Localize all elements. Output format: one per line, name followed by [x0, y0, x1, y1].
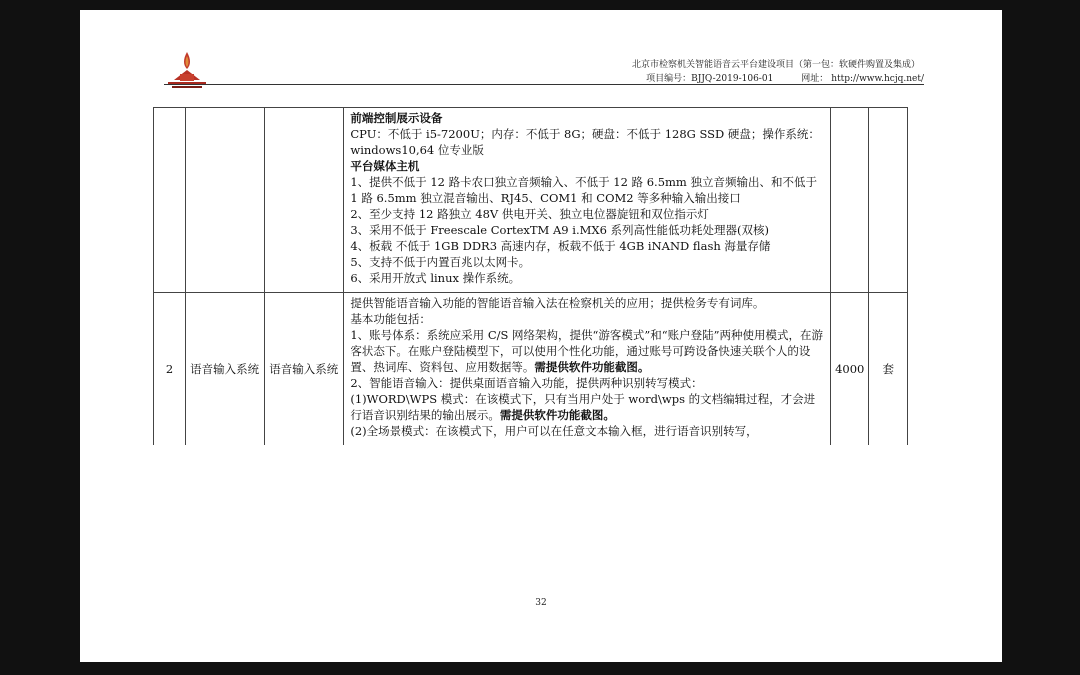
description-text: (2)全场景模式：在该模式下，用户可以在任意文本输入框，进行语音识别转写， [350, 424, 758, 438]
cell-qty: 4000 [830, 293, 869, 446]
cell-description [344, 108, 831, 293]
table-row [154, 293, 908, 446]
description-line [350, 270, 824, 286]
cell-model: 语音输入系统 [265, 293, 344, 446]
cell-qty [830, 108, 869, 293]
description-line [350, 206, 824, 222]
description-text: (1)WORD\WPS 模式：在该模式下，只有当用户处于 word\wps 的文档编辑过程，才会进行语音识别结果的输出展示。 [350, 392, 816, 422]
description-line [350, 254, 824, 270]
cell-no [154, 108, 186, 293]
description-text: 6、采用开放式 linux 操作系统。 [350, 271, 521, 285]
description-line [350, 158, 824, 174]
description-line [350, 327, 824, 375]
description-line [350, 126, 824, 158]
description-line [350, 295, 824, 311]
header-site-url[interactable]: http://www.hcjq.net/ [831, 74, 924, 84]
description-text: 2、智能语音输入：提供桌面语音输入功能，提供两种识别转写模式： [350, 376, 703, 390]
page-number: 32 [535, 598, 547, 608]
description-line [350, 174, 824, 206]
description-text: 基本功能包括： [350, 312, 431, 326]
description-text: CPU：不低于 i5-7200U；内存：不低于 8G；硬盘：不低于 128G SSD 硬盘；操作系统：windows10,64 位专业版 [350, 127, 820, 157]
description-required-note: 需提供软件功能截图。 [534, 360, 650, 374]
description-text: 提供智能语音输入功能的智能语音输入法在检察机关的应用；提供检务专有词库。 [350, 296, 765, 310]
description-line [350, 238, 824, 254]
header-site-label: 网址： [801, 74, 829, 84]
description-line [350, 375, 824, 391]
description-required-note: 需提供软件功能截图。 [499, 408, 615, 422]
description-text: 1、账号体系：系统应采用 C/S 网络架构，提供“游客模式”和“账户登陆”两种使用模式，在游客状态下。在账户登陆模型下，可以使用个性化功能，通过账号可跨设备快速关联个人的设置、热词库、资料包、应用数据等。 [350, 328, 824, 374]
cell-name: 语音输入系统 [186, 293, 265, 446]
cell-description [344, 293, 831, 446]
cell-unit [869, 108, 908, 293]
description-text: 5、支持不低于内置百兆以太网卡。 [350, 255, 531, 269]
description-text: 1、提供不低于 12 路卡农口独立音频输入、不低于 12 路 6.5mm 独立音频输出、和不低于 1 路 6.5mm 独立混音输出、RJ45、COM1 和 COM2 等多种输入输出接口 [350, 175, 817, 205]
header-project-title: 北京市检察机关智能语音云平台建设项目（第一包：软硬件购置及集成） [631, 60, 920, 70]
spec-table [153, 107, 908, 445]
cell-no: 2 [154, 293, 186, 446]
document-page [80, 10, 1002, 662]
header-project-no: BJJQ-2019-106-01 [691, 74, 774, 84]
description-text: 3、采用不低于 Freescale CortexTM A9 i.MX6 系列高性能低功耗处理器(双核) [350, 223, 770, 237]
cell-model [265, 108, 344, 293]
description-line [350, 110, 824, 126]
header-project-no-label: 项目编号： [646, 74, 692, 84]
description-line [350, 391, 824, 423]
table-row [154, 108, 908, 293]
cell-name [186, 108, 265, 293]
description-text: 平台媒体主机 [350, 159, 420, 173]
description-line [350, 222, 824, 238]
description-text: 2、至少支持 12 路独立 48V 供电开关、独立电位器旋钮和双位指示灯 [350, 207, 709, 221]
description-line [350, 311, 824, 327]
description-line [350, 423, 824, 439]
description-text: 4、板载 不低于 1GB DDR3 高速内存，板载不低于 4GB iNAND flash 海量存储 [350, 239, 771, 253]
header-divider [164, 84, 924, 85]
cell-unit: 套 [869, 293, 908, 446]
description-text: 前端控制展示设备 [350, 111, 443, 125]
header-project-info [646, 71, 924, 84]
